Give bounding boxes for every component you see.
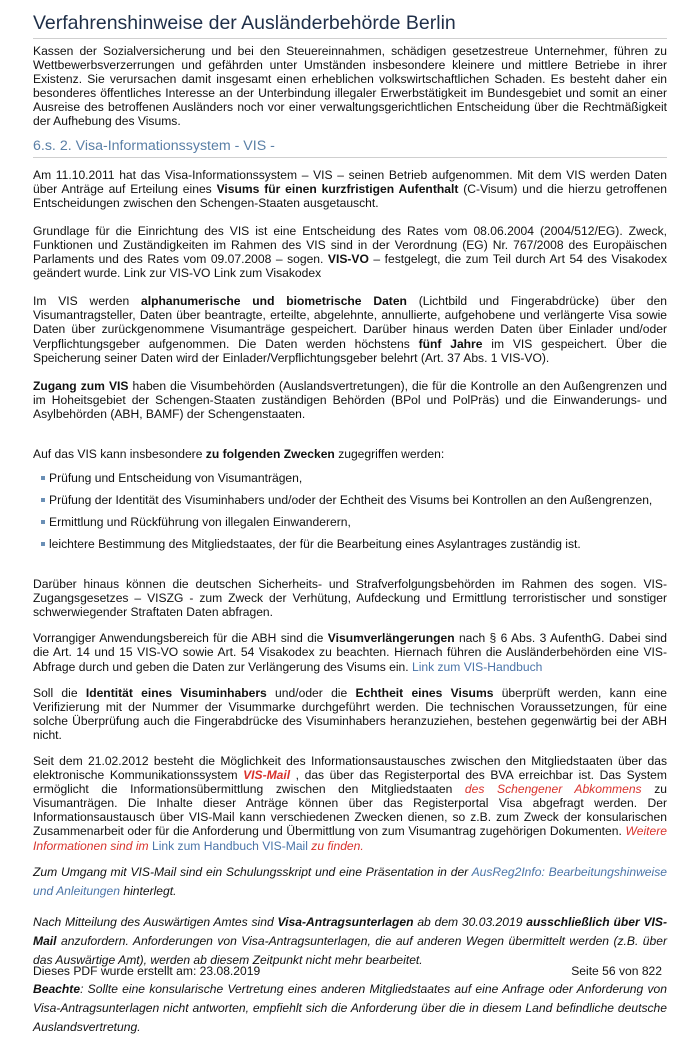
bold-text: Identität eines Visuminhabers: [85, 685, 267, 700]
text: Grundlage für die Einrichtung des VIS ist eine Entscheidung des Rates vom 08.06.2004 (2004/512/EG). Zweck, Funktionen und Zuständigkeiten im Rahmen des VIS sind in der Verordnung (EG) Nr. 767/2008 des Europäischen Parlaments und des Rates vom 09.07.2008 – sogen.: [33, 223, 667, 267]
more-info-text: zu finden.: [307, 838, 364, 853]
more-info-text: Weitere Informationen sind im: [33, 824, 667, 853]
list-item: [33, 493, 667, 507]
bold-text: ausschließlich über VIS-Mail: [33, 914, 667, 948]
schengen-highlight: des Schengener Abkommens: [464, 782, 642, 797]
text: Zum Umgang mit VIS-Mail sind ein Schulungsskript und eine Präsentation in der: [33, 864, 472, 879]
list-item-text: Prüfung der Identität des Visuminhabers und/oder der Echtheit des Visums bei Kontrollen an den Außengrenzen,: [49, 493, 653, 508]
ausreg2info-link[interactable]: AusReg2Info: Bearbeitungshinweise und Anleitungen: [33, 864, 667, 898]
text: Seit dem 21.02.2012 besteht die Möglichkeit des Informationsaustausches zwischen den Mitgliedstaaten über das elektronische Kommunikationssystem: [33, 754, 667, 783]
text: anzufordern. Anforderungen von Visa-Antragsunterlagen, die auf anderen Wegen übermittelt werden (z.B. über das Auswärtige Amt), werden ab diesem Zeitpunkt nicht mehr bearbeitet.: [33, 933, 667, 967]
bold-text: alphanumerische und biometrische Daten: [141, 294, 407, 309]
page-title: Verfahrenshinweise der Ausländerbehörde Berlin: [33, 12, 456, 34]
purpose-list: [33, 471, 667, 551]
list-item: [33, 471, 667, 485]
bold-text: fünf Jahre: [418, 336, 483, 351]
bold-text: Visums für einen kurzfristigen Aufenthalt: [216, 181, 459, 196]
text: : Sollte eine konsularische Vertretung eines anderen Mitgliedstaates auf eine Anfrage oder Anforderung von Visa-Antragsunterlagen nicht antworten, empfiehlt sich die Anforderung über die in diesem Land befindliche deutsche Auslandsvertretung.: [33, 981, 667, 1034]
list-item-text: leichtere Bestimmung des Mitgliedstaates, der für die Bearbeitung eines Asylantrages zuständig ist.: [49, 537, 581, 552]
section-number-b: 2.: [59, 137, 72, 154]
text: Im VIS werden: [33, 294, 142, 309]
intro-paragraph: Kassen der Sozialversicherung und bei den Steuereinnahmen, schädigen gesetzestreue Unternehmer, führen zu Wettbewerbsverzerrungen und gefährden unter Umständen insbesondere kleinere und mittlere Betriebe in ihrer Existenz. Sie verursachen damit insgesamt einen erheblichen volkswirtschaftlichen Schaden. Es besteht daher ein besonderes öffentliches Interesse an der Unterbindung illegaler Erwerbstätigkeit im Bundesgebiet und somit an einer Ausreise des betroffenen Ausländers noch vor einer verwaltungsgerichtlichen Entscheidung über die Rechtmäßigkeit der Aufhebung des Visums.: [33, 44, 667, 129]
footer-page-number: Seite 56 von 822: [571, 964, 662, 978]
text: – festgelegt, die zum Teil durch Art 54 des Visakodex geändert wurde. Link zur VIS-VO Link zum Visakodex: [33, 252, 667, 281]
paragraph-purposes-intro: [33, 447, 667, 461]
paragraph-verification: [33, 686, 667, 742]
text: Am 11.10.2011 hat das Visa-Informationssystem – VIS – seinen Betrieb aufgenommen. Mit dem VIS werden Daten über Anträge auf Erteilung eines: [33, 167, 667, 196]
text: Soll die: [33, 685, 86, 700]
bold-text: Visumverlängerungen: [327, 631, 455, 646]
bullet-icon: [41, 476, 45, 480]
bold-text: Beachte: [33, 981, 81, 996]
bold-text: zu folgenden Zwecken: [205, 446, 335, 461]
bold-text: Visa-Antragsunterlagen: [277, 914, 414, 929]
text: nach § 6 Abs. 3 AufenthG. Dabei sind die Art. 14 und 15 VIS-VO sowie Art. 54 Visakodex zu beachten. Hiernach führen die Ausländerbehörden eine VIS-Abfrage durch und geben die Daten zur Verlängerung des Visums ein.: [33, 631, 668, 674]
vis-mail-highlight: VIS-Mail: [243, 768, 291, 783]
text: überprüft werden, kann eine Verifizierung mit der Nummer der Visummarke durchgeführt werden. Die technischen Voraussetzungen, für eine solche Überprüfung auch die Fingerabdrücke des Visuminhabers heranzuziehen, bestehen gegenwärtig bei der ABH nicht.: [33, 685, 668, 742]
text: , das über das Registerportal des BVA erreichbar ist. Das System ermöglicht die Informationsübermittlung zwischen den Mitgliedstaaten: [33, 768, 667, 797]
paragraph-foreign-office: [33, 913, 667, 970]
bullet-icon: [41, 542, 45, 546]
bold-text: Echtheit eines Visums: [355, 685, 494, 700]
vis-handbook-link[interactable]: Link zum VIS-Handbuch: [411, 659, 543, 674]
bullet-icon: [41, 498, 45, 502]
title-divider: [33, 38, 667, 39]
text: (Lichtbild und Fingerabdrücke) über den Visumantragsteller, Daten über beantragte, erteilte, abgelehnte, annullierte, aufgehobene und verlängerte Visa sowie Daten über zurückgenommene Visumanträge gespeichert. Darüber hinaus werden Daten über Einlader und/oder Verpflichtungsgeber aufgenommen. Die Daten werden höchstens: [33, 294, 667, 351]
list-item-text: Prüfung und Entscheidung von Visumanträgen,: [49, 471, 303, 486]
text: Vorrangiger Anwendungsbereich für die ABH sind die: [33, 631, 328, 646]
text: haben die Visumbehörden (Auslandsvertretungen), die für die Kontrolle an den Außengrenzen und im Hoheitsgebiet der Schengen-Staaten zuständigen Behörden (BPol und PolPräs) und die Einwanderungs- und Asylbehörden (ABH, BAMF) der Schengenstaaten.: [33, 378, 667, 421]
text: und/oder die: [266, 685, 356, 700]
text: Nach Mitteilung des Auswärtigen Amtes sind: [33, 914, 278, 929]
paragraph-training: [33, 863, 667, 901]
section-heading: [33, 138, 667, 158]
text: Auf das VIS kann insbesondere: [33, 446, 206, 461]
paragraph-vis-mail: [33, 754, 667, 853]
document-body: [33, 44, 667, 1037]
paragraph-vis-start: [33, 168, 667, 210]
text: ab dem 30.03.2019: [413, 914, 527, 929]
text: (C-Visum) und die hierzu getroffenen Entscheidungen zwischen den Schengen-Staaten ausgetauscht.: [33, 181, 667, 210]
section-title: Visa-Informationssystem - VIS -: [75, 137, 275, 154]
paragraph-security-authorities: Darüber hinaus können die deutschen Sicherheits- und Strafverfolgungsbehörden im Rahmen des sogen. VIS-Zugangsgesetzes – VISZG - zum Zweck der Verhütung, Aufdeckung und Ermittlung terroristischer und sonstiger schwerwiegender Straftaten Daten abfragen.: [33, 577, 667, 620]
paragraph-access: [33, 379, 667, 421]
paragraph-note: [33, 980, 667, 1037]
paragraph-extensions: [33, 631, 667, 673]
paragraph-stored-data: [33, 294, 667, 364]
bullet-icon: [41, 520, 45, 524]
bold-text: Zugang zum VIS: [33, 378, 129, 393]
text: zu Visumanträgen. Die Inhalte dieser Anträge können über das Registerportal Visa abgefragt werden. Der Informationsaustausch über VIS-Mail kann verschiedenen Zwecken dienen, so z.B. zum Zweck der konsularischen Zusammenarbeit oder für die Anforderung und Übermittlung von zum Visumantrag zugehörigen Dokumenten.: [33, 782, 667, 839]
list-item: [33, 515, 667, 529]
list-item-text: Ermittlung und Rückführung von illegalen Einwanderern,: [49, 515, 351, 530]
section-number-a: 6.s.: [33, 137, 56, 154]
vis-mail-handbook-link[interactable]: Link zum Handbuch VIS-Mail: [151, 838, 308, 853]
list-item: [33, 537, 667, 551]
bold-text: VIS-VO: [327, 252, 369, 267]
text: zugegriffen werden:: [334, 446, 445, 461]
footer-created-date: Dieses PDF wurde erstellt am: 23.08.2019: [33, 964, 261, 978]
paragraph-legal-basis: [33, 224, 667, 280]
text: im VIS gespeichert. Über die Speicherung seiner Daten wird der Einlader/Verpflichtungsgeber belehrt (Art. 37 Abs. 1 VIS-VO).: [33, 336, 667, 365]
text: hinterlegt.: [119, 883, 177, 898]
